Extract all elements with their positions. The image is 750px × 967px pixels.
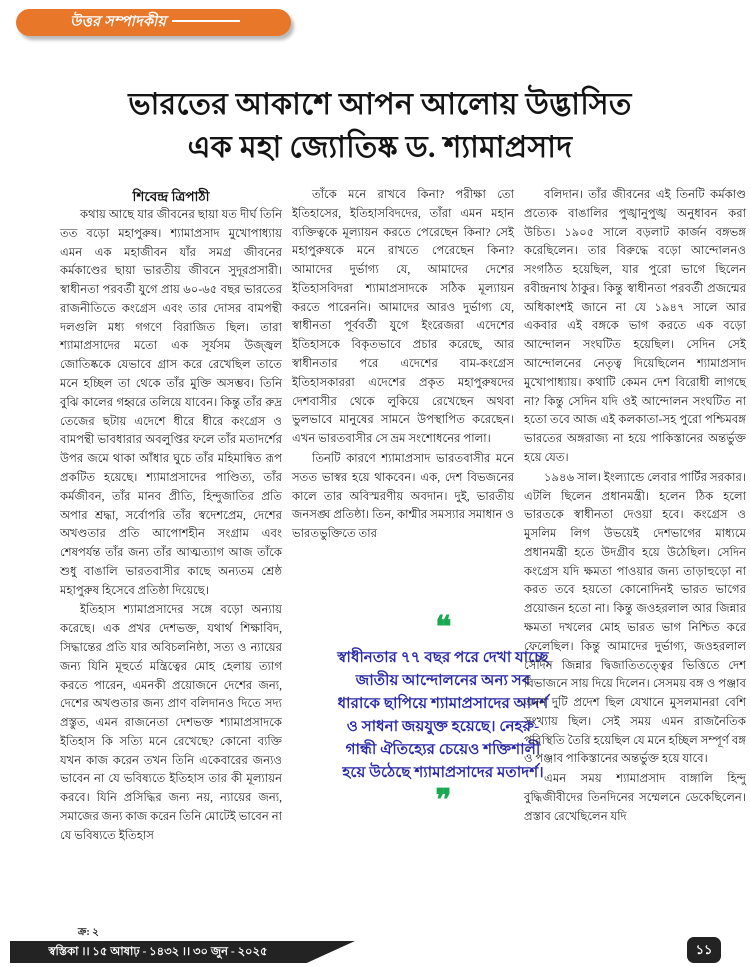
paragraph: কথায় আছে যার জীবনের ছায়া যত দীর্ঘ তিনি তত বড়ো মহাপুরুষ। শ্যামাপ্রসাদ মুখোপাধ্যায় এমন এক মহাজীবন যাঁর সমগ্র জীবনের কর্মকাণ্ডের ছায়া ভারতীয় জীবনে সুদূরপ্রসারী। স্বাধীনতা পরবর্তী যুগে প্রায় ৬০-৬৫ বছর ভারতের রাজনীতিতে কংগ্রেস এবং তার দোসর বামপন্থী দলগুলি মধ্য গগণে বিরাজিত ছিল। তারা শ্যামাপ্রসাদের মতো এক সূর্যসম উজ্জ্বল জোতিষ্ককে যেভাবে গ্রাস করে রেখেছিল তাতে মনে হচ্ছিল তা থেকে তাঁর মুক্তি অসম্ভব। তিনি বুঝি কালের গহ্বরে তলিয়ে যাবেন। কিন্তু তাঁর রুদ্র তেজের ছটায় এদেশে ধীরে ধীরে কংগ্রেস ও বামপন্থী ভাবধারার অবলুপ্তির ফলে তাঁর মতাদর্শের উপর জমে থাকা আঁধার ঘুচে তাঁর মহিমান্বিত রূপ প্রকটিত হয়েছে। শ্যামাপ্রসাদের পাণ্ডিত্য, তাঁর কর্মজীবন, তাঁর মানব প্রীতি, হিন্দুজাতির প্রতি অপার শ্রদ্ধা, সর্বোপরি তাঁর স্বদেশপ্রেম, দেশের অখণ্ডতার প্রতি আপোশহীন সংগ্রাম এবং শেষপর্যন্ত তাঁর জন্য তাঁর আত্মত্যাগ আজ তাঁকে শুধু বাঙালি ভারতবাসীর কাছে অন্যতম শ্রেষ্ঠ মহাপুরুষ হিসেবে প্রতিষ্ঠা দিয়েছে। <box>60 208 282 597</box>
paragraph: ১৯৪৬ সাল। ইংল্যান্ডে লেবার পার্টির সরকার। এটলি ছিলেন প্রধানমন্ত্রী। হলেন ঠিক হলো ভারতকে স্বাধীনতা দেওয়া হবে। কংগ্রেস ও মুসলিম লিগ উভয়েই দেশভাগের মাধ্যমে প্রধানমন্ত্রী হতে উদগ্রীব হয়ে উঠেছিল। সেদিন কংগ্রেস যদি ক্ষমতা পাওয়ার জন্য তাড়াহুড়ো না করত তবে হয়তো কোনোদিনই ভারত ভাগের প্রয়োজন হতো না। কিন্তু জওহরলাল আর জিন্নার ক্ষমতা দখলের মোহ ভারত ভাগ নিশ্চিত করে ফেলেছিল। কিন্তু আমাদের দুর্ভাগ্য, জওহরলাল সেদিন জিন্নার দ্বিজাতিতত্ত্বের ভিত্তিতে দেশ বিভাজনে সায় দিয়ে দিলেন। সেসময় বঙ্গ ও পঞ্জাব এমন দুটি প্রদেশ ছিল যেখানে মুসলমানরা বেশি সংখ্যায় ছিল। সেই সময় এমন রাজনৈতিক পরিস্থিতি তৈরি হয়েছিল যে মনে হচ্ছিল সম্পূর্ণ বঙ্গ ও পঞ্জাব পাকিস্তানের অন্তর্ভুক্ত হয়ে যাবে। <box>524 470 746 766</box>
paragraph: বলিদান। তাঁর জীবনের এই তিনটি কর্মকাণ্ড প্রত্যেক বাঙালির পুঙ্খানুপুঙ্খ অনুধাবন করা উচিত। ১৯০৫ সালে বড়লাট কার্জন বঙ্গভঙ্গ করেছিলেন। তার বিরুদ্ধে বড়ো আন্দোলনও সংগঠিত হয়েছিল, যার পুরো ভাগে ছিলেন রবীন্দ্রনাথ ঠাকুর। কিন্তু স্বাধীনতা পরবর্তী প্রজন্মের অধিকাংশই জানে না যে ১৯৪৭ সালে আর একবার এই বঙ্গকে ভাগ করতে এক বড়ো আন্দোলন সংঘটিত হয়েছিল। সেদিন সেই আন্দোলনের নেতৃত্ব দিয়েছিলেন শ্যামাপ্রসাদ মুখোপাধ্যায়। কথাটি কেমন দেশ বিরোধী লাগছে না? কিন্তু সেদিন যদি ওই আন্দোলন সংঘটিত না হতো তবে আজ এই কলকাতা-সহ পুরো পশ্চিমবঙ্গ ভারতের অঙ্গরাজ্য না হয়ে পাকিস্তানের অন্তর্ভুক্ত হয়ে যেত। <box>524 188 746 464</box>
headline-line-2: এক মহা জ্যোতিষ্ক ড. শ্যামাপ্রসাদ <box>187 130 573 164</box>
headline-line-1: ভারতের আকাশে আপন আলোয় উদ্ভাসিত <box>128 88 632 122</box>
quote-close-icon: ❞ <box>435 782 451 818</box>
paragraph: তাঁকে মনে রাখবে কিনা? পরীক্ষা তো ইতিহাসের, ইতিহাসবিদদের, তাঁরা এমন মহান ব্যক্তিত্বকে মূল্যায়ন করতে পেরেছেন কিনা? সেই মহাপুরুষকে মনে রাখতে পেরেছেন কিনা? আমাদের দুর্ভাগ্য যে, আমাদের দেশের ইতিহাসবিদরা শ্যামাপ্রসাদকে সঠিক মূল্যায়ন করতে পারেননি। আমাদের আরও দুর্ভাগ্য যে, স্বাধীনতা পূর্ববর্তী যুগে ইংরেজরা এদেশের ইতিহাসকে বিকৃতভাবে প্রচার করেছে, আর স্বাধীনতার পরে এদেশের বাম-কংগ্রেস ইতিহাসকাররা এদেশের প্রকৃত মহাপুরুষদের দেশবাসীর থেকে লুকিয়ে রেখেছেন অথবা ভুলভাবে মানুষের সামনে উপস্থাপিত করেছেন। এখন ভারতবাসীর সে ভ্রম সংশোধনের পালা। <box>292 188 514 446</box>
kicker-rule <box>172 20 240 22</box>
pull-quote-text: স্বাধীনতার ৭৭ বছর পরে দেখা যাচ্ছে জাতীয় আন্দোলনের অন্য সব ধারাকে ছাপিয়ে শ্যামাপ্রসাদের আদর্শ ও সাধনা জয়যুক্ত হয়েছে। নেহরু-গান্ধী ঐতিহ্যের চেয়েও শক্তিশালী হয়ে উঠেছে শ্যামাপ্রসাদের মতাদর্শ। <box>337 649 549 782</box>
kicker-label: উত্তর সম্পাদকীয় <box>70 14 167 30</box>
paragraph: ইতিহাস শ্যামাপ্রসাদের সঙ্গে বড়ো অন্যায় করেছে। এক প্রখর দেশভক্ত, যথার্থ শিক্ষাবিদ, সিদ্ধান্তের প্রতি যার অবিচলনিষ্ঠা, সত্য ও ন্যায়ের জন্য যিনি মূহুর্তে মন্ত্রিত্বের মোহ হেলায় ত্যাগ করতে পারেন, এমনকী প্রয়োজনে দেশের জন্য, দেশের অখণ্ডতার জন্য প্রাণ বলিদানও দিতে সদ্য প্রস্তুত, এমন রাজনেতা দেশভক্ত শ্যামাপ্রসাদকে ইতিহাস কি সত্যি মনে রেখেছে? কোনো ব্যক্তি যখন কাজ করেন তখন তিনি একেবারের জন্যও ভাবেন না যে ভবিষ্যতে ইতিহাস তার কী মূল্যায়ন করবে। যিনি প্রসিদ্ধির জন্য নয়, ন্যায়ের জন্য, সমাজের জন্য কাজ করেন তিনি মোটেই ভাবেন না যে ভবিষ্যতে ইতিহাস <box>60 603 282 842</box>
author-byline: শিবেন্দ্র ত্রিপাঠী <box>132 189 210 204</box>
header-band <box>0 0 750 52</box>
page-number-badge: ১১ <box>687 937 721 963</box>
continuation-marker: ক্র: ২ <box>78 927 99 938</box>
quote-open-icon: ❝ <box>435 610 451 645</box>
article-column-2 <box>292 186 514 544</box>
paragraph: তিনটি কারণে শ্যামাপ্রসাদ ভারতবাসীর মনে সতত ভাস্বর হয়ে থাকবেন। এক, দেশ বিভজনের কালে তার অবিস্মরণীয় অবদান। দুই, ভারতীয় জনসঙ্ঘ প্রতিষ্ঠা। তিন, কাশ্মীর সমস্যার সমাধান ও ভারতভুক্তিতে তার <box>292 451 514 541</box>
article-column-3 <box>524 186 746 827</box>
page-title <box>60 84 700 169</box>
footer-publication-line: স্বস্তিকা ।। ১৫ আষাঢ় - ১৪৩২ ।। ৩০ জুন - ২০২৫ <box>48 946 268 958</box>
paragraph: এমন সময় শ্যামাপ্রসাদ বাঙ্গালি হিন্দু বুদ্ধিজীবীদের তিনদিনের সম্মেলনে ডেকেছিলেন। প্রস্তাব রেখেছিলেন যদি <box>524 772 746 823</box>
pull-quote <box>332 610 554 818</box>
article-column-1 <box>60 206 282 846</box>
